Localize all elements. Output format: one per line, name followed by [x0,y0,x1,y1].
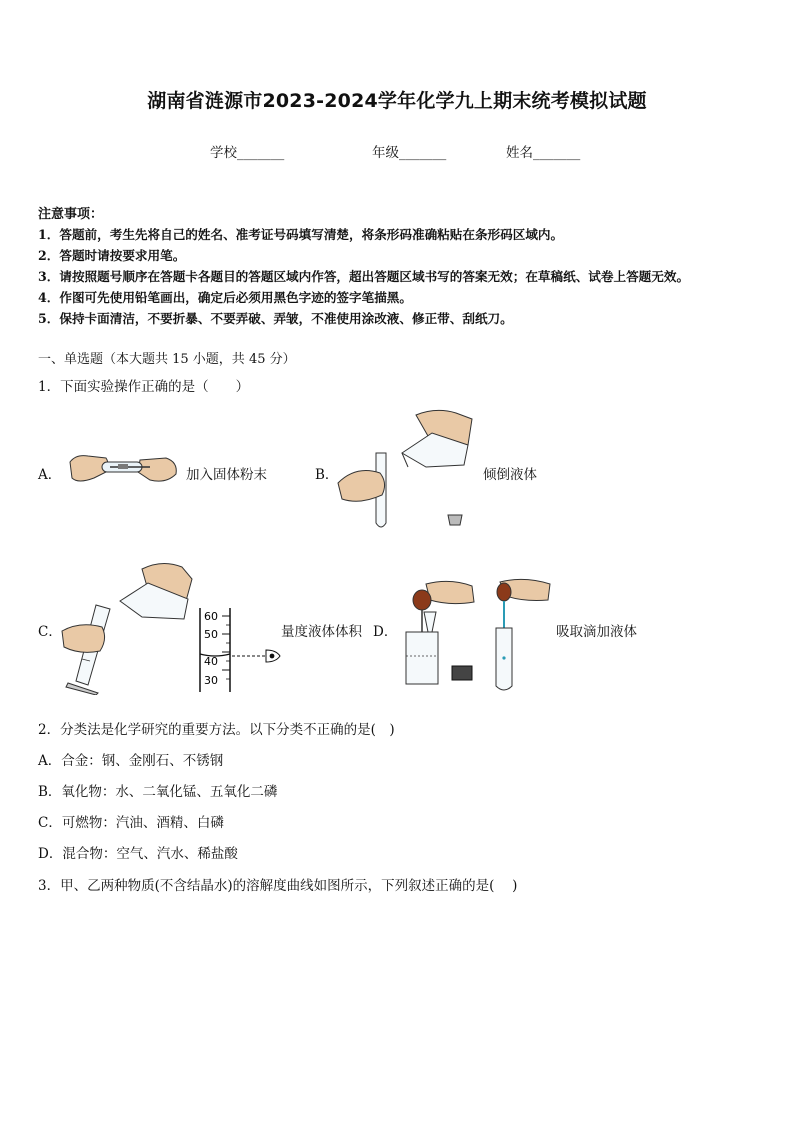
school-blank: _______ [237,145,285,161]
q2-option: C．可燃物：汽油、酒精、白磷 [38,815,224,831]
section-heading: 一、单选题（本大题共 15 小题，共 45 分） [38,352,296,367]
question-1-stem: 1．下面实验操作正确的是（ ） [38,379,250,395]
tick-label: 40 [204,655,218,668]
q1-option-c-text: 量度液体体积 [281,624,362,640]
dropper-illustration [400,576,552,694]
school-label: 学校 [210,145,237,161]
note-item: 5．保持卡面清洁，不要折暴、不要弄破、弄皱，不准使用涂改液、修正带、刮纸刀。 [38,311,513,326]
name-blank: _______ [533,145,581,161]
q2-option: B．氧化物：水、二氧化锰、五氧化二磷 [38,784,278,800]
tick-label: 50 [204,628,218,641]
q1-option-a-letter: A． [38,467,62,483]
q1-option-d-letter: D． [373,624,398,640]
add-powder-illustration [66,448,182,496]
name-field [506,141,580,161]
question-3-stem: 3．甲、乙两种物质(不含结晶水)的溶解度曲线如图所示，下列叙述正确的是( ) [38,878,518,894]
grade-field [372,141,446,161]
pour-liquid-illustration [336,405,476,535]
name-label: 姓名 [506,145,533,161]
cylinder-scale-diagram [196,606,284,694]
question-2-stem: 2．分类法是化学研究的重要方法。以下分类不正确的是( ) [38,722,395,738]
q1-option-b-text: 倾倒液体 [483,467,537,483]
note-item: 1．答题前，考生先将自己的姓名、准考证号码填写清楚，将条形码准确粘贴在条形码区域内。 [38,227,564,242]
measure-volume-illustration [58,555,196,695]
grade-label: 年级 [372,145,399,161]
note-item: 3．请按照题号顺序在答题卡各题目的答题区域内作答，超出答题区域书写的答案无效；在草稿纸、试卷上答题无效。 [38,269,690,284]
q1-option-d-text: 吸取滴加液体 [556,624,637,640]
q1-option-c-letter: C． [38,624,62,640]
q2-option: D．混合物：空气、汽水、稀盐酸 [38,846,238,862]
note-item: 2．答题时请按要求用笔。 [38,248,186,263]
tick-label: 60 [204,610,218,623]
q1-option-b-letter: B． [315,467,339,483]
school-field [210,141,284,161]
q1-option-a-text: 加入固体粉末 [186,467,267,483]
page-title: 湖南省涟源市2023-2024学年化学九上期末统考模拟试题 [147,90,647,112]
note-item: 4．作图可先使用铅笔画出，确定后必须用黑色字迹的签字笔描黑。 [38,290,412,305]
q2-option: A．合金：钢、金刚石、不锈钢 [38,753,224,769]
notes-heading: 注意事项： [38,207,104,222]
grade-blank: _______ [399,145,447,161]
tick-label: 30 [204,674,218,687]
